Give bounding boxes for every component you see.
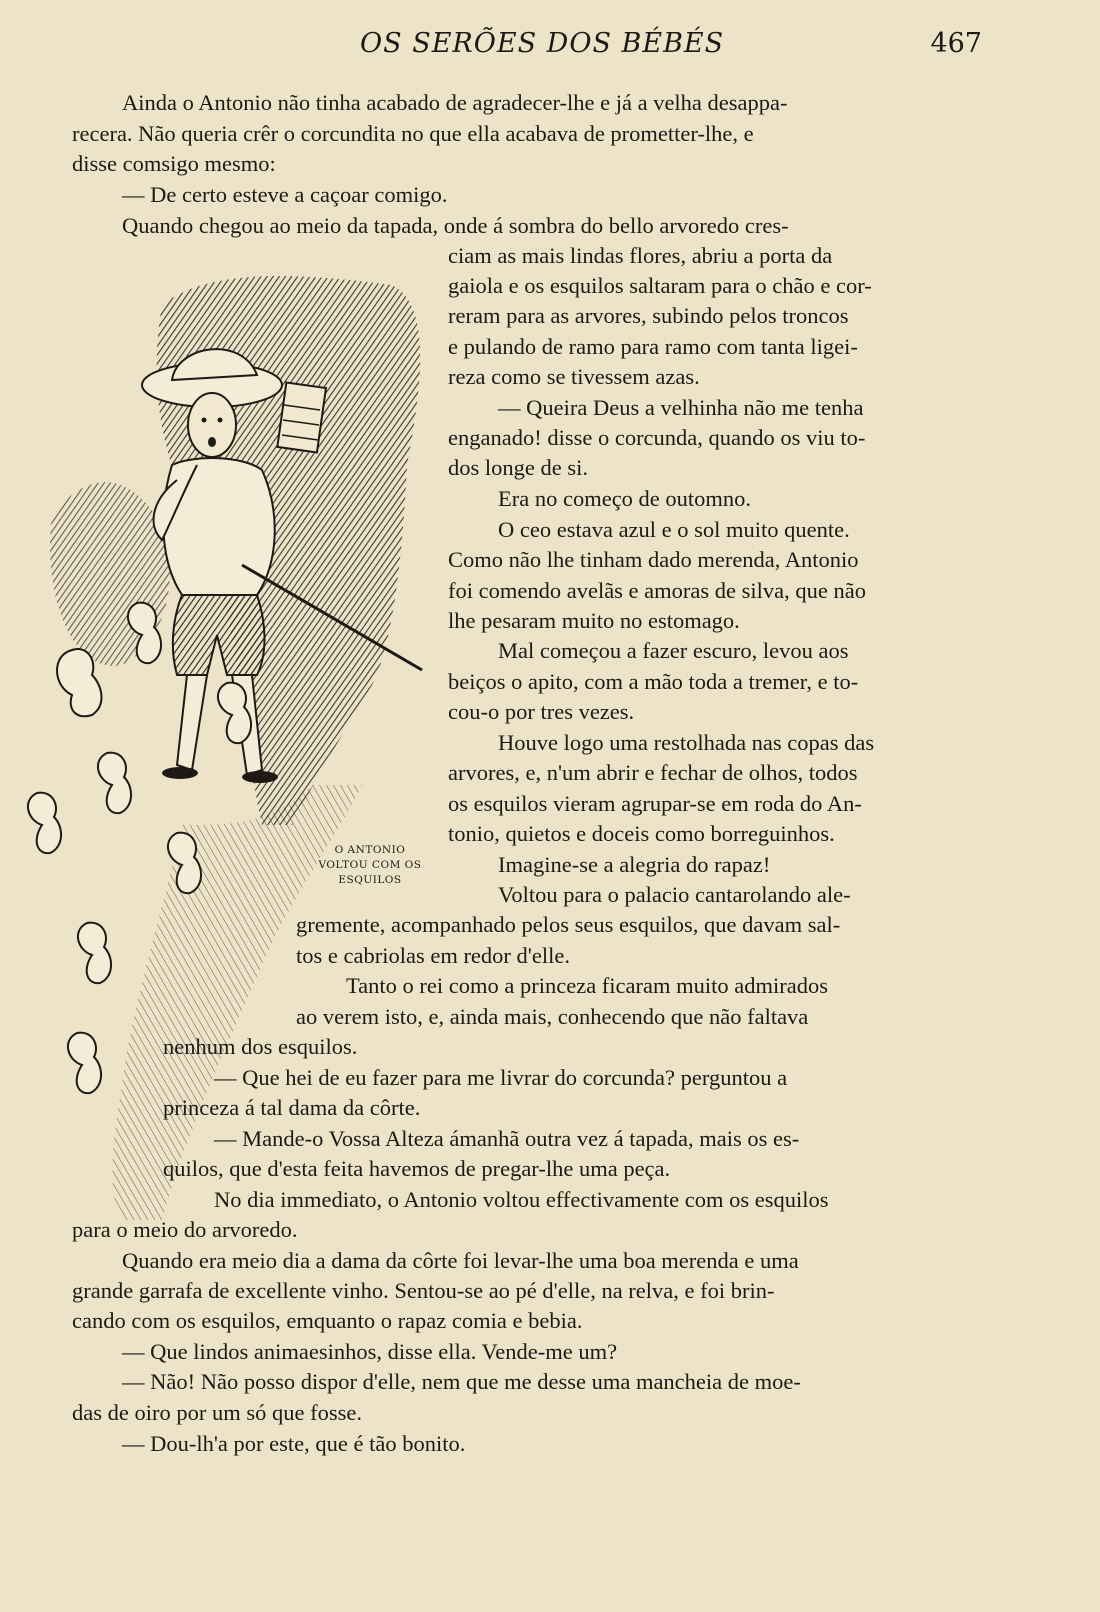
text-line: — Que hei de eu fazer para me livrar do corcunda? perguntou a xyxy=(214,1065,788,1090)
text-line: — Dou-lh'a por este, que é tão bonito. xyxy=(122,1431,466,1456)
text-line: dos longe de si. xyxy=(448,455,588,480)
caption-line: ESQUILOS xyxy=(338,874,402,886)
text-line: e pulando de ramo para ramo com tanta ligei- xyxy=(448,334,858,359)
page-header xyxy=(0,28,1100,68)
text-line: reza como se tivessem azas. xyxy=(448,364,700,389)
text-line: recera. Não queria crêr o corcundita no que ella acabava de prometter-lhe, e xyxy=(72,121,754,146)
text-line: grande garrafa de excellente vinho. Sentou-se ao pé d'elle, na relva, e foi brin- xyxy=(72,1278,775,1303)
text-line: Mal começou a fazer escuro, levou aos xyxy=(498,638,849,663)
text-line: tonio, quietos e doceis como borreguinhos. xyxy=(448,821,835,846)
caption-line: VOLTOU COM OS xyxy=(318,859,422,871)
text-line: tos e cabriolas em redor d'elle. xyxy=(296,943,570,968)
text-line: disse comsigo mesmo: xyxy=(72,151,276,176)
text-line: os esquilos vieram agrupar-se em roda do An- xyxy=(448,791,862,816)
text-line: gremente, acompanhado pelos seus esquilos, que davam sal- xyxy=(296,912,841,937)
text-line: beiços o apito, com a mão toda a tremer, e to- xyxy=(448,669,859,694)
text-line: ciam as mais lindas flores, abriu a porta da xyxy=(448,243,833,268)
page-number: 467 xyxy=(930,28,982,59)
text-line: Imagine-se a alegria do rapaz! xyxy=(498,852,771,877)
text-line: cou-o por tres vezes. xyxy=(448,699,635,724)
figure-caption xyxy=(300,843,440,888)
text-line: reram para as arvores, subindo pelos troncos xyxy=(448,303,849,328)
text-line: — De certo esteve a caçoar comigo. xyxy=(122,182,448,207)
text-line: Voltou para o palacio cantarolando ale- xyxy=(498,882,851,907)
text-line: No dia immediato, o Antonio voltou effectivamente com os esquilos xyxy=(214,1187,829,1212)
text-line: Era no começo de outomno. xyxy=(498,486,752,511)
text-line: — Que lindos animaesinhos, disse ella. Vende-me um? xyxy=(122,1339,618,1364)
running-title: OS SERÕES DOS BÉBÉS xyxy=(360,28,725,59)
text-line: — Não! Não posso dispor d'elle, nem que me desse uma mancheia de moe- xyxy=(122,1369,801,1394)
text-line: cando com os esquilos, emquanto o rapaz comia e bebia. xyxy=(72,1308,583,1333)
text-line: enganado! disse o corcunda, quando os viu to- xyxy=(448,425,866,450)
text-line: Ainda o Antonio não tinha acabado de agradecer-lhe e já a velha desappa- xyxy=(122,90,788,115)
text-line: princeza á tal dama da côrte. xyxy=(163,1095,421,1120)
text-line: O ceo estava azul e o sol muito quente. xyxy=(498,517,850,542)
text-line: Tanto o rei como a princeza ficaram muito admirados xyxy=(346,973,828,998)
text-line: ao verem isto, e, ainda mais, conhecendo que não faltava xyxy=(296,1004,809,1029)
text-line: quilos, que d'esta feita havemos de pregar-lhe uma peça. xyxy=(163,1156,671,1181)
text-line: lhe pesaram muito no estomago. xyxy=(448,608,740,633)
text-line: Quando era meio dia a dama da côrte foi levar-lhe uma boa merenda e uma xyxy=(122,1248,799,1273)
text-line: gaiola e os esquilos saltaram para o chão e cor- xyxy=(448,273,872,298)
text-line: Como não lhe tinham dado merenda, Antonio xyxy=(448,547,859,572)
text-line: — Mande-o Vossa Alteza ámanhã outra vez á tapada, mais os es- xyxy=(214,1126,800,1151)
text-line: para o meio do arvoredo. xyxy=(72,1217,298,1242)
text-line: das de oiro por um só que fosse. xyxy=(72,1400,362,1425)
text-line: — Queira Deus a velhinha não me tenha xyxy=(498,395,864,420)
text-line: Houve logo uma restolhada nas copas das xyxy=(498,730,875,755)
text-line: Quando chegou ao meio da tapada, onde á sombra do bello arvoredo cres- xyxy=(122,213,789,238)
text-line: nenhum dos esquilos. xyxy=(163,1034,358,1059)
caption-line: O ANTONIO xyxy=(334,844,406,856)
text-line: arvores, e, n'um abrir e fechar de olhos, todos xyxy=(448,760,858,785)
text-line: foi comendo avelãs e amoras de silva, que não xyxy=(448,578,866,603)
